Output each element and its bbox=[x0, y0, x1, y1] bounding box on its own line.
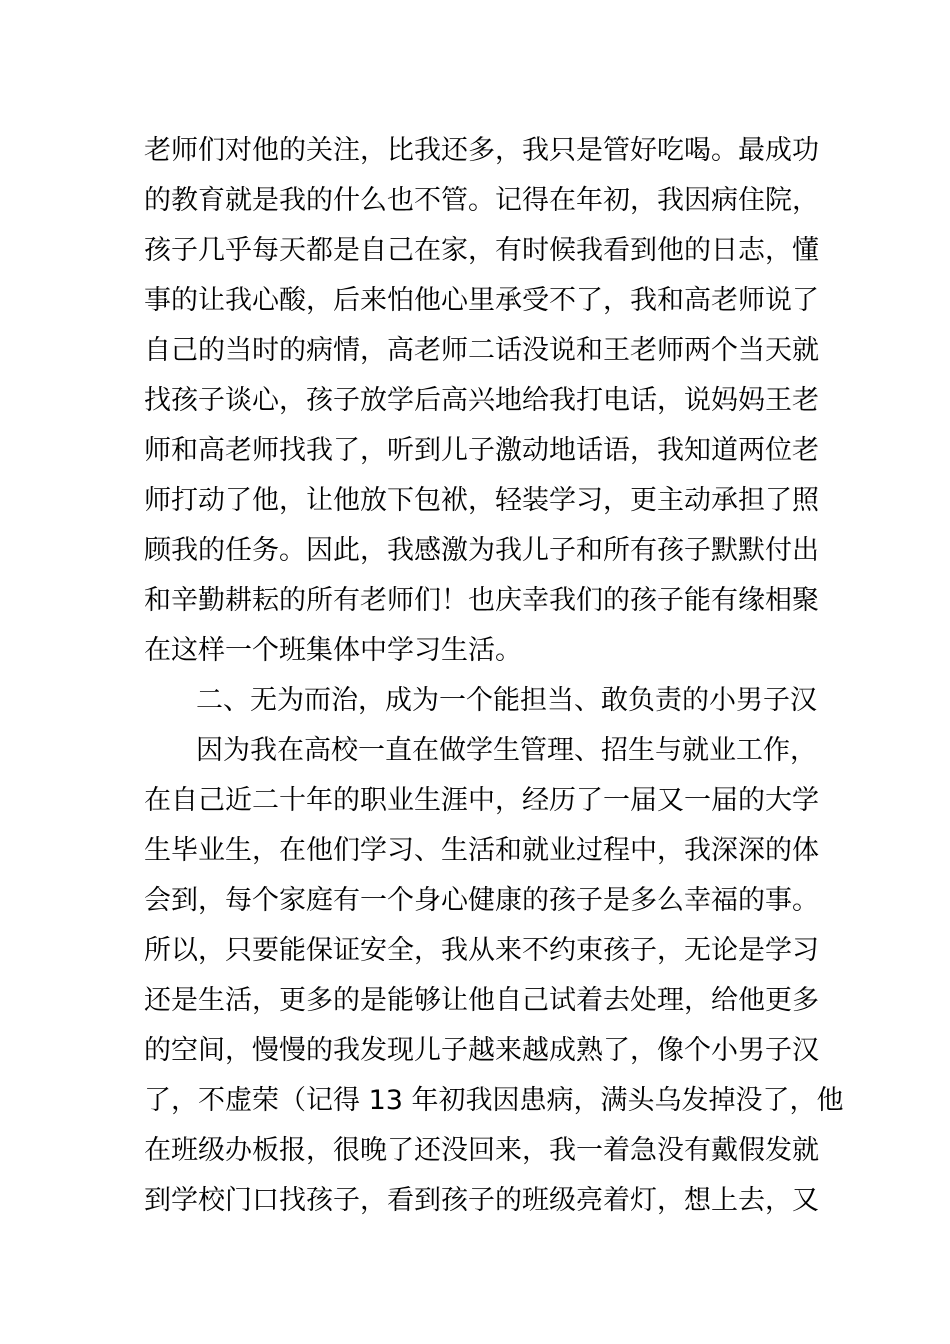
text-line: 会到，每个家庭有一个身心健康的孩子是多么幸福的事。 bbox=[144, 885, 819, 916]
text-line: 老师们对他的关注，比我还多，我只是管好吃喝。最成功 bbox=[144, 135, 819, 166]
text-line: 和辛勤耕耘的所有老师们！也庆幸我们的孩子能有缘相聚 bbox=[144, 585, 819, 616]
text-line: 生毕业生，在他们学习、生活和就业过程中，我深深的体 bbox=[144, 835, 819, 866]
text-line: 还是生活，更多的是能够让他自己试着去处理，给他更多 bbox=[144, 985, 819, 1016]
paragraph-first-line: 因为我在高校一直在做学生管理、招生与就业工作， bbox=[196, 735, 817, 766]
text-line: 的空间，慢慢的我发现儿子越来越成熟了，像个小男子汉 bbox=[144, 1035, 819, 1066]
text-line: 的教育就是我的什么也不管。记得在年初，我因病住院， bbox=[144, 185, 819, 216]
paragraph-end-line: 在这样一个班集体中学习生活。 bbox=[144, 635, 522, 666]
section-heading: 二、无为而治，成为一个能担当、敢负责的小男子汉 bbox=[196, 685, 817, 716]
text-line: 自己的当时的病情，高老师二话没说和王老师两个当天就 bbox=[144, 335, 819, 366]
text-line: 找孩子谈心，孩子放学后高兴地给我打电话，说妈妈王老 bbox=[144, 385, 819, 416]
text-line: 顾我的任务。因此，我感激为我儿子和所有孩子默默付出 bbox=[144, 535, 819, 566]
text-line: 师打动了他，让他放下包袱，轻装学习，更主动承担了照 bbox=[144, 485, 819, 516]
text-line: 在自己近二十年的职业生涯中，经历了一届又一届的大学 bbox=[144, 785, 819, 816]
text-line: 师和高老师找我了，听到儿子激动地话语，我知道两位老 bbox=[144, 435, 819, 466]
text-line: 在班级办板报，很晚了还没回来，我一着急没有戴假发就 bbox=[144, 1135, 819, 1166]
body-text bbox=[144, 126, 844, 1226]
text-line: 事的让我心酸，后来怕他心里承受不了，我和高老师说了 bbox=[144, 285, 819, 316]
text-line: 孩子几乎每天都是自己在家，有时候我看到他的日志，懂 bbox=[144, 235, 819, 266]
text-line: 到学校门口找孩子，看到孩子的班级亮着灯，想上去，又 bbox=[144, 1185, 819, 1216]
text-line: 所以，只要能保证安全，我从来不约束孩子，无论是学习 bbox=[144, 935, 819, 966]
text-line: 了，不虚荣（记得 13 年初我因患病，满头乌发掉没了，他 bbox=[144, 1085, 844, 1116]
